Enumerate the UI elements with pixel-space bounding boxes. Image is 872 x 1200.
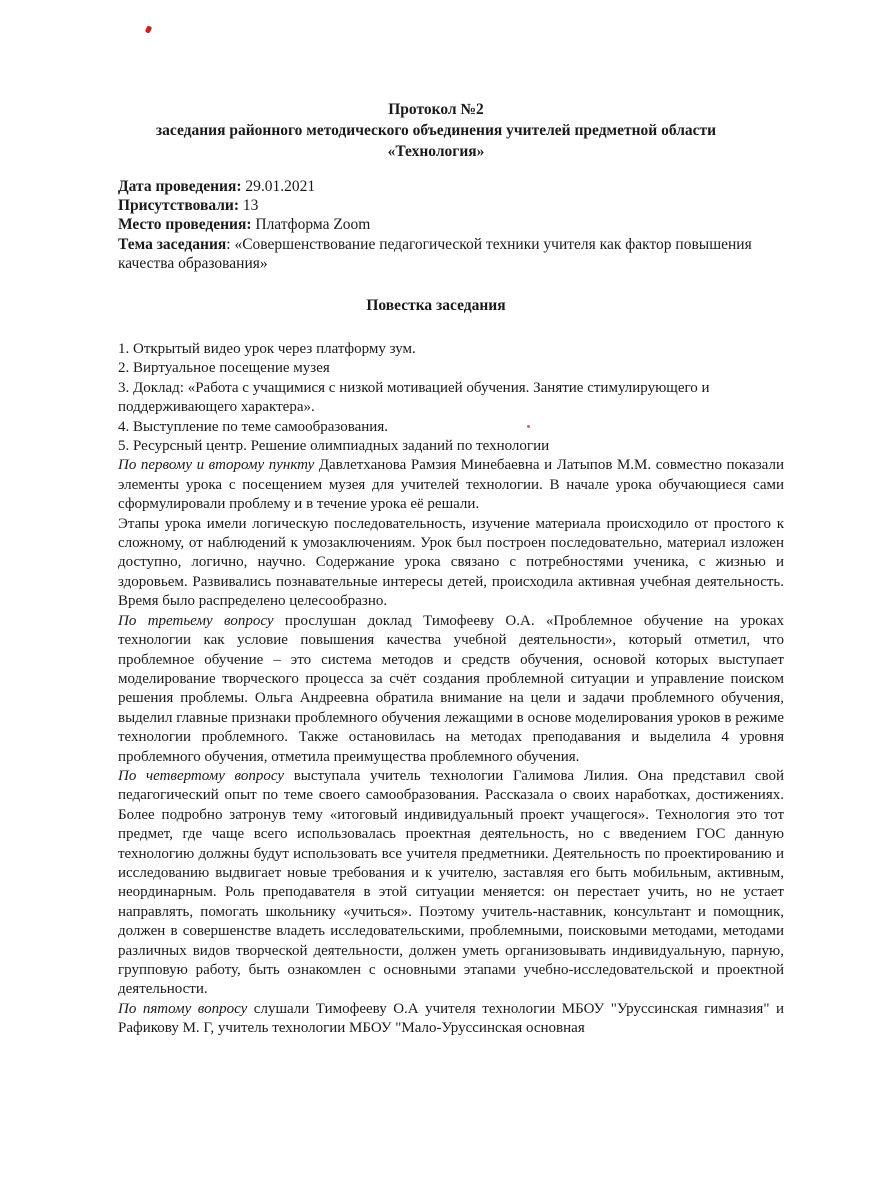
meta-place-label: Место проведения: [118,216,252,233]
meta-date-value: 29.01.2021 [241,178,316,195]
meta-topic-label: Тема заседания [118,236,227,253]
agenda-title: Повестка заседания [366,297,506,314]
section-5-lead: По пятому вопросу [118,1000,248,1017]
agenda-item: 2. Виртуальное посещение музея [118,360,330,377]
meta-present-value: 13 [239,197,259,214]
document-body [118,340,784,1039]
section-3-lead: По третьему вопросу [118,612,274,629]
section-4-lead: По четвертому вопросу [118,767,285,784]
section-3-paragraph [118,612,784,767]
meta-topic-value: : «Совершенствование педагогической техники учителя как фактор повышения качества образования» [118,236,752,272]
meta-present-label: Присутствовали: [118,197,240,214]
agenda-item: 1. Открытый видео урок через платформу зум. [118,341,416,357]
protocol-title: Протокол №2 [388,101,484,118]
agenda-item: 4. Выступление по теме самообразования. [118,418,388,435]
section-5-text: слушали Тимофееву О.А учителя технологии МБОУ "Уруссинская гимназия" и Рафикову М. Г, учитель технологии МБОУ "Мало-Уруссинская основная [118,1000,784,1037]
section-1-paragraph [118,456,784,514]
meta-present [118,196,798,215]
meta-topic [118,235,798,273]
protocol-subtitle: заседания районного методического объединения учителей предметной области [155,122,717,139]
protocol-subject: «Технология» [387,143,485,160]
agenda-item: 3. Доклад: «Работа с учащимися с низкой мотивацией обучения. Занятие стимулирующего и поддерживающего характера». [118,379,710,416]
section-1-paragraph-2: Этапы урока имели логическую последовательность, изучение материала происходило от простого к сложному, от наблюдений к умозаключениям. Урок был построен последовательно, материал изложен доступно, логично, научно. Содержание урока связано с потребностями ученика, с жизнью и здоровьем. Развивались познавательные интересы детей, происходила активная учебная деятельность. Время было распределено целесообразно. [118,515,784,610]
section-5-paragraph [118,1000,784,1039]
section-1-text: Давлетханова Рамзия Минебаевна и Латыпов М.М. совместно показали элементы урока с посещением музея для учителей технологии. В начале урока обучающиеся сами сформулировали проблему и в течение урока её решали. [118,457,784,513]
section-1-lead: По первому и второму пункту [118,457,315,474]
section-4-text: выступала учитель технологии Галимова Лилия. Она представил свой педагогический опыт по теме своего самообразования. Рассказала о своих наработках, достижениях. Более подробно затронув тему «итоговый индивидуальный проект учащегося». Технология это тот предмет, где чаще всего использовалась проектная деятельность, но с введением ГОС данную технологию должны будут использовать все учителя предметники. Деятельность по проектированию и исследованию выдвигает новые требования и к учителю, заставляя его быть мобильным, активным, неординарным. Роль преподавателя в этой ситуации меняется: он перестает учить, но не устает направлять, помогать школьнику «учиться». Поэтому учитель-наставник, консультант и помощник, должен в совершенстве владеть исследовательскими, проблемными, поисковыми методами, методами различных видов творческой деятельности, должен уметь организовывать индивидуальную, парную, групповую работу, быть ознакомлен с основными этапами учебно-исследовательской и проектной деятельности. [118,767,784,998]
section-3-text: прослушан доклад Тимофееву О.А. «Проблемное обучение на уроках технологии как условие повышения качества учебной деятельности», который отметил, что проблемное обучение – это система методов и средств обучения, основой которых выступает моделирование творческого процесса за счёт создания проблемной ситуации и управление поиском решения проблемы. Ольга Андреевна обратила внимание на цели и задачи проблемного обучения, выделил главные признаки проблемного обучения лежащими в основе моделирования уроков в режиме технологии проблемного. Также остановилась на методах преподавания и выделила 4 уровня проблемного обучения, отметила преимущества проблемного обучения. [118,612,784,765]
meta-date-label: Дата проведения: [118,178,242,195]
section-4-paragraph [118,767,784,1000]
red-ink-mark [145,25,152,33]
meta-place-value: Платформа Zoom [251,216,371,233]
agenda-item: 5. Ресурсный центр. Решение олимпиадных заданий по технологии [118,438,550,455]
meta-date [118,177,798,196]
meta-place [118,215,798,234]
